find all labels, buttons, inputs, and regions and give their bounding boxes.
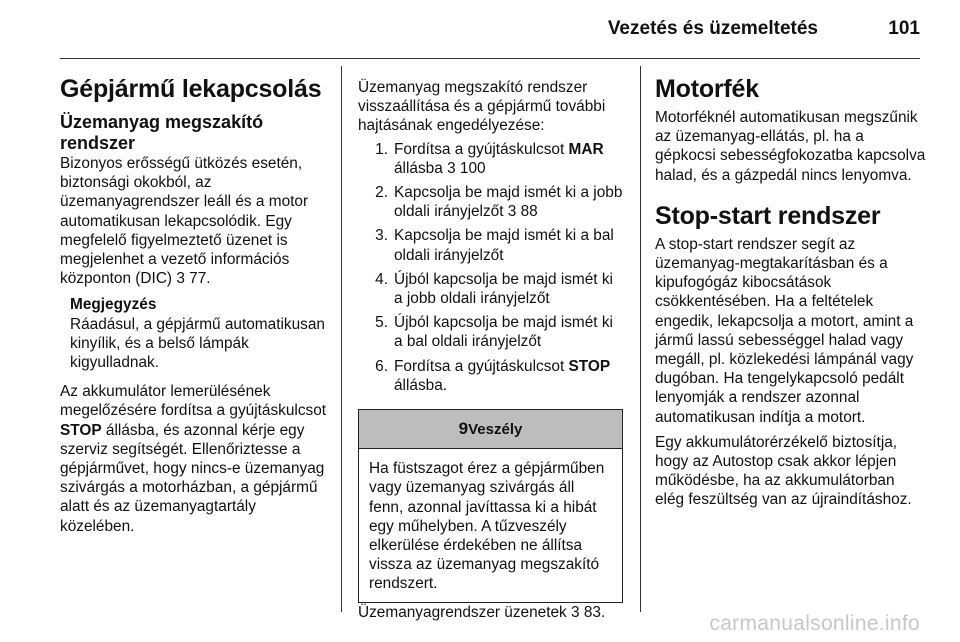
section-heading: Stop-start rendszer	[655, 201, 881, 230]
warning-text: Ha füstszagot érez a gépjárműben vagy üzemanyag szivárgás áll fenn, azonnal javíttassa ki a hibát egy műhelyben. A tűzveszély elkerülése érdekében ne állítsa vissza az üzemanyag megszakító rendszert.	[369, 460, 605, 593]
list-item: 3. Kapcsolja be majd ismét ki a bal oldali irányjelzőt	[375, 227, 614, 264]
cross-reference: Üzemanyagrendszer üzenetek 3 83.	[358, 603, 606, 621]
paragraph: Motorféknél automatikusan megszűnik az üzemanyag-ellátás, pl. ha a gépkocsi sebességfokozatba kapcsolva halad, és a gázpedál nincs lenyomva.	[655, 109, 926, 184]
section-heading: Gépjármű lekapcsolás	[60, 75, 322, 103]
page-header	[60, 14, 920, 46]
watermark: carmanualsonline.info	[709, 612, 920, 635]
column-3	[655, 74, 927, 514]
paragraph: A stop-start rendszer segít az üzemanyag-megtakarításban és a kipufogógáz kibocsátások csökkentésében. Ha a feltételek engedik, lekapcsolja a motort, amint a jármű lassú sebességgel halad vagy megáll, pl. közlekedési lámpánál vagy dugóban. Ha tengelykapcsoló pedált lenyomják a rendszer azonnal automatikusan indítja a motort.	[655, 235, 914, 426]
list-item: 4. Újból kapcsolja be majd ismét ki a jobb oldali irányjelzőt	[375, 270, 613, 308]
warning-header: 9Veszély	[359, 410, 622, 449]
warning-box	[358, 409, 623, 603]
list-item: 1. Fordítsa a gyújtáskulcsot MAR állásba 3 100	[375, 140, 604, 177]
list-item: 5. Újból kapcsolja be majd ismét ki a bal oldali irányjelzőt	[375, 314, 613, 351]
paragraph: Üzemanyag megszakító rendszer visszaállítása és a gépjármű további hajtásának engedélyezése:	[358, 79, 606, 135]
paragraph: Egy akkumulátorérzékelő biztosítja, hogy az Autostop csak akkor lépjen működésbe, ha az akkumulátorban elég feszültség van az újraindításhoz.	[655, 433, 912, 509]
column-divider	[341, 66, 342, 612]
note-label: Megjegyzés	[70, 296, 157, 314]
column-2	[358, 78, 623, 626]
list-item: 2. Kapcsolja be majd ismét ki a jobb oldali irányjelzőt 3 88	[375, 184, 623, 221]
page-number: 101	[888, 18, 920, 39]
page-ref-arrow-icon: 3	[507, 203, 517, 221]
paragraph: Az akkumulátor lemerülésének megelőzésére fordítsa a gyújtáskulcsot STOP állásba, és azonnal kérje egy szerviz segítségét. Ellenőriztesse a gépjárművet, hogy nincs-e üzemanyag szivárgás a motorházban, a gépjármű alatt és az üzemanyagtartály közelében.	[60, 383, 327, 535]
header-rule	[60, 58, 920, 59]
subsection-heading: Üzemanyag megszakító rendszer	[60, 112, 264, 153]
page-ref-arrow-icon: 3	[176, 270, 185, 288]
note-box	[70, 295, 330, 372]
page-ref-arrow-icon: 3	[447, 159, 456, 177]
list-item: 6. Fordítsa a gyújtáskulcsot STOP állásba.	[375, 357, 611, 394]
warning-triangle-icon: 9	[458, 419, 469, 439]
steps-list	[358, 140, 623, 395]
page-ref-arrow-icon: 3	[571, 603, 580, 621]
chapter-title: Vezetés és üzemeltetés	[607, 18, 818, 39]
paragraph: Bizonyos erősségű ütközés esetén, biztonsági okokból, az üzemanyagrendszer leáll és a motor automatikusan lekapcsolódik. Egy megfelelő figyelmeztető üzenet is megjelenhet a vezető információs központon (DIC) 3 77.	[60, 155, 309, 288]
column-1	[60, 74, 330, 540]
section-heading: Motorfék	[655, 75, 759, 103]
note-text: Ráadásul, a gépjármű automatikusan kinyílik, és a belső lámpák kigyulladnak.	[70, 315, 325, 372]
column-divider	[640, 66, 641, 612]
